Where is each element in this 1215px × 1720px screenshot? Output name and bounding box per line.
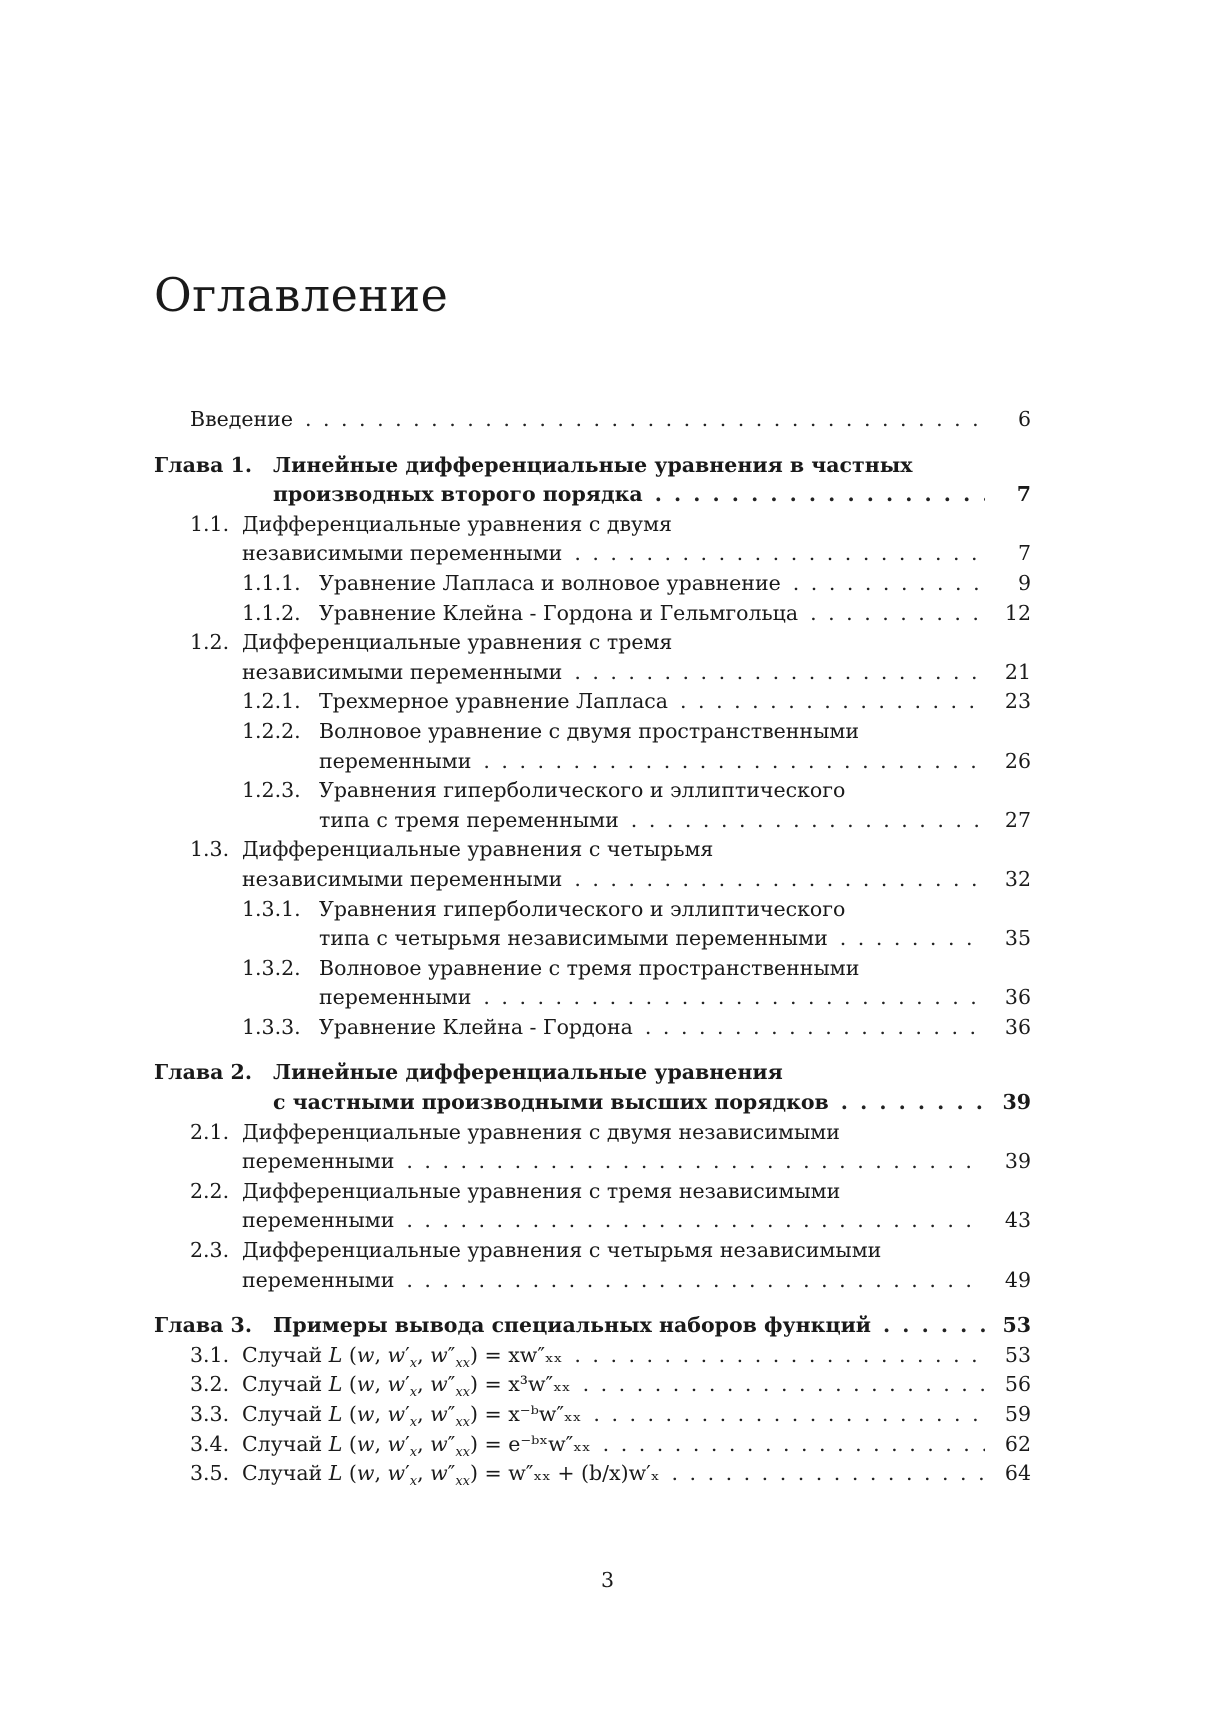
subsection-title: Уравнения гиперболического и эллиптического [319, 778, 846, 803]
toc-page-number: 53 [1004, 1342, 1031, 1367]
subsection-number: 1.1.2. [242, 600, 301, 625]
subsection-title: переменными [319, 747, 479, 777]
section-title: Дифференциальные уравнения с тремя независимыми [242, 1178, 841, 1203]
leader-dots [806, 599, 985, 629]
toc-subsection-1-2-3-cont[interactable] [154, 806, 1031, 836]
toc-entry-intro[interactable] [154, 405, 1031, 435]
formula-rhs: w″ₓₓ + (b/x)w′ₓ [508, 1461, 660, 1486]
toc-section-3-3[interactable] [154, 1400, 1031, 1430]
leader-dots [570, 539, 985, 569]
formula-rhs: x³w″ₓₓ [508, 1372, 571, 1397]
toc-section-3-1[interactable] [154, 1341, 1031, 1371]
section-case-label: Случай [242, 1372, 323, 1397]
section-formula: L (w, $w'_x$, $w''_{xx}$) = e⁻ᵇˣw″ₓₓ [328, 1431, 591, 1460]
toc-subsection-1-1-2[interactable] [154, 599, 1031, 629]
toc-page-number: 12 [1004, 600, 1031, 625]
section-case-label: Случай [242, 1342, 323, 1367]
subsection-title: Уравнение Лапласа и волновое уравнение [319, 570, 781, 595]
section-number: 3.3. [190, 1402, 230, 1426]
toc-page-number: 36 [1004, 1014, 1031, 1039]
toc-page-number: 27 [1004, 807, 1031, 832]
toc-chapter-1-heading-cont[interactable] [154, 480, 1031, 510]
toc-subsection-1-2-1[interactable] [154, 687, 1031, 717]
section-number: 1.2. [190, 630, 230, 655]
chapter-title: с частными производными высших порядков [273, 1088, 837, 1118]
toc-page-number: 7 [1016, 482, 1031, 507]
subsection-title: Уравнение Клейна - Гордона [319, 1014, 633, 1039]
toc-subsection-1-2-2[interactable] [154, 717, 1031, 747]
leader-dots [402, 1266, 985, 1296]
toc-section-1-3[interactable] [154, 835, 1031, 865]
section-number: 3.5. [190, 1461, 230, 1486]
section-number: 3.2. [190, 1372, 230, 1397]
section-number: 3.4. [190, 1431, 230, 1456]
subsection-number: 1.3.1. [242, 896, 301, 921]
toc-section-2-2[interactable] [154, 1177, 1031, 1207]
toc-section-2-1-cont[interactable] [154, 1147, 1031, 1177]
leader-dots [402, 1206, 985, 1236]
toc-page-number: 39 [1004, 1149, 1031, 1174]
chapter-number: Глава 1. [154, 452, 252, 477]
leader-dots [479, 983, 985, 1013]
section-number: 3.1. [190, 1342, 230, 1367]
toc-subsection-1-3-3[interactable] [154, 1013, 1031, 1043]
toc-section-1-1[interactable] [154, 510, 1031, 540]
subsection-title: типа с четырьмя независимыми переменными [319, 924, 836, 954]
leader-dots [402, 1147, 985, 1177]
section-title: независимыми переменными [242, 865, 570, 895]
toc-page-number: 43 [1004, 1208, 1031, 1233]
formula-rhs: x⁻ᵇw″ₓₓ [508, 1402, 582, 1426]
formula-rhs: e⁻ᵇˣw″ₓₓ [508, 1431, 591, 1456]
leader-dots [651, 480, 985, 510]
toc-section-2-1[interactable] [154, 1118, 1031, 1148]
section-number: 1.3. [190, 837, 230, 862]
toc-section-1-2-cont[interactable] [154, 658, 1031, 688]
toc-page-number: 9 [1017, 570, 1031, 595]
section-title: переменными [242, 1147, 402, 1177]
toc-subsection-1-3-2-cont[interactable] [154, 983, 1031, 1013]
section-formula: L (w, $w'_x$, $w''_{xx}$) = x⁻ᵇw″ₓₓ [328, 1402, 582, 1431]
toc-section-1-3-cont[interactable] [154, 865, 1031, 895]
toc-chapter-3-heading[interactable] [154, 1311, 1031, 1341]
subsection-number: 1.2.1. [242, 689, 301, 714]
toc-page-number: 59 [1004, 1402, 1031, 1426]
toc-subsection-1-3-1[interactable] [154, 895, 1031, 925]
toc-subsection-1-2-2-cont[interactable] [154, 747, 1031, 777]
toc-page-number: 62 [1004, 1431, 1031, 1456]
toc-page-number: 6 [1017, 407, 1031, 431]
leader-dots [837, 1088, 985, 1118]
toc-subsection-1-3-2[interactable] [154, 954, 1031, 984]
section-case-label: Случай [242, 1431, 323, 1456]
toc-page-number: 26 [1004, 748, 1031, 773]
toc-page-number: 53 [1002, 1313, 1031, 1338]
toc-chapter-1-heading[interactable] [154, 451, 1031, 481]
leader-dots [301, 405, 985, 435]
toc-page-number: 49 [1004, 1267, 1031, 1292]
leader-dots [570, 658, 985, 688]
toc-subsection-1-3-1-cont[interactable] [154, 924, 1031, 954]
subsection-title: переменными [319, 983, 479, 1013]
toc-entry-label: Введение [190, 405, 301, 435]
chapter-title: Линейные дифференциальные уравнения [273, 1060, 783, 1085]
section-number: 2.1. [190, 1119, 230, 1144]
table-of-contents [154, 405, 1031, 1489]
leader-dots [479, 747, 985, 777]
toc-section-1-1-cont[interactable] [154, 539, 1031, 569]
section-title: Дифференциальные уравнения с четырьмя независимыми [242, 1238, 882, 1263]
subsection-number: 1.2.3. [242, 778, 301, 803]
section-formula: L (w, $w'_x$, $w''_{xx}) = w''_{xx} + (b/x)w'_x$ [328, 1461, 660, 1490]
section-case-label: Случай [242, 1461, 323, 1486]
toc-page-number: 23 [1004, 689, 1031, 714]
section-formula: L (w, $w'_x$, $w''_{xx}) = xw''_{xx}$ [328, 1342, 563, 1371]
leader-dots [589, 1400, 985, 1430]
leader-dots [668, 1459, 985, 1489]
leader-dots [836, 924, 985, 954]
toc-section-1-2[interactable] [154, 628, 1031, 658]
section-number: 2.2. [190, 1178, 230, 1203]
leader-dots [570, 865, 985, 895]
section-title: независимыми переменными [242, 658, 570, 688]
subsection-number: 1.1.1. [242, 570, 301, 595]
subsection-number: 1.3.3. [242, 1014, 301, 1039]
section-number: 2.3. [190, 1238, 230, 1263]
chapter-title: Линейные дифференциальные уравнения в частных [273, 452, 913, 477]
section-title: переменными [242, 1206, 402, 1236]
toc-page-number: 36 [1004, 985, 1031, 1010]
leader-dots [676, 687, 985, 717]
section-title: Дифференциальные уравнения с тремя [242, 630, 673, 655]
section-title: переменными [242, 1266, 402, 1296]
formula-rhs: xw″ₓₓ [508, 1342, 563, 1367]
leader-dots [789, 569, 985, 599]
subsection-title: типа с тремя переменными [319, 806, 627, 836]
toc-subsection-1-1-1[interactable] [154, 569, 1031, 599]
leader-dots [570, 1341, 985, 1371]
toc-section-2-3[interactable] [154, 1236, 1031, 1266]
toc-section-2-3-cont[interactable] [154, 1266, 1031, 1296]
subsection-title: Волновое уравнение с тремя пространственными [319, 955, 860, 980]
toc-page-number: 32 [1004, 866, 1031, 891]
subsection-title: Трехмерное уравнение Лапласа [319, 689, 669, 714]
subsection-number: 1.3.2. [242, 955, 301, 980]
toc-subsection-1-2-3[interactable] [154, 776, 1031, 806]
leader-dots [641, 1013, 985, 1043]
section-formula: L (w, $w'_x$, $w''_{xx}) = x^3w''_{xx}$ [328, 1372, 571, 1401]
section-number: 1.1. [190, 511, 230, 536]
toc-chapter-2-heading[interactable] [154, 1058, 1031, 1088]
subsection-title: Волновое уравнение с двумя пространственными [319, 718, 860, 743]
toc-page-number: 35 [1004, 926, 1031, 951]
subsection-title: Уравнения гиперболического и эллиптического [319, 896, 846, 921]
section-title: Дифференциальные уравнения с четырьмя [242, 837, 714, 862]
chapter-title: Примеры вывода специальных наборов функций [273, 1313, 872, 1338]
toc-page-number: 64 [1004, 1461, 1031, 1486]
section-case-label: Случай [242, 1402, 323, 1426]
toc-section-3-4[interactable] [154, 1430, 1031, 1460]
toc-chapter-2-heading-cont[interactable] [154, 1088, 1031, 1118]
leader-dots [627, 806, 985, 836]
toc-section-3-5[interactable] [154, 1459, 1031, 1489]
section-title: независимыми переменными [242, 539, 570, 569]
page-footer-number: 3 [600, 1568, 615, 1592]
section-title: Дифференциальные уравнения с двумя независимыми [242, 1119, 840, 1144]
toc-page-number: 7 [1017, 541, 1031, 566]
leader-dots [599, 1430, 985, 1460]
chapter-number: Глава 2. [154, 1060, 252, 1085]
leader-dots [579, 1370, 985, 1400]
subsection-title: Уравнение Клейна - Гордона и Гельмгольца [319, 600, 799, 625]
toc-page-number: 39 [1002, 1090, 1031, 1115]
chapter-title: производных второго порядка [273, 480, 651, 510]
toc-section-2-2-cont[interactable] [154, 1206, 1031, 1236]
toc-section-3-2[interactable] [154, 1370, 1031, 1400]
toc-page-number: 21 [1004, 659, 1031, 684]
chapter-number: Глава 3. [154, 1313, 252, 1338]
page-title: Оглавление [154, 268, 449, 322]
section-title: Дифференциальные уравнения с двумя [242, 511, 672, 536]
subsection-number: 1.2.2. [242, 718, 301, 743]
toc-page-number: 56 [1004, 1372, 1031, 1397]
leader-dots [879, 1311, 985, 1341]
